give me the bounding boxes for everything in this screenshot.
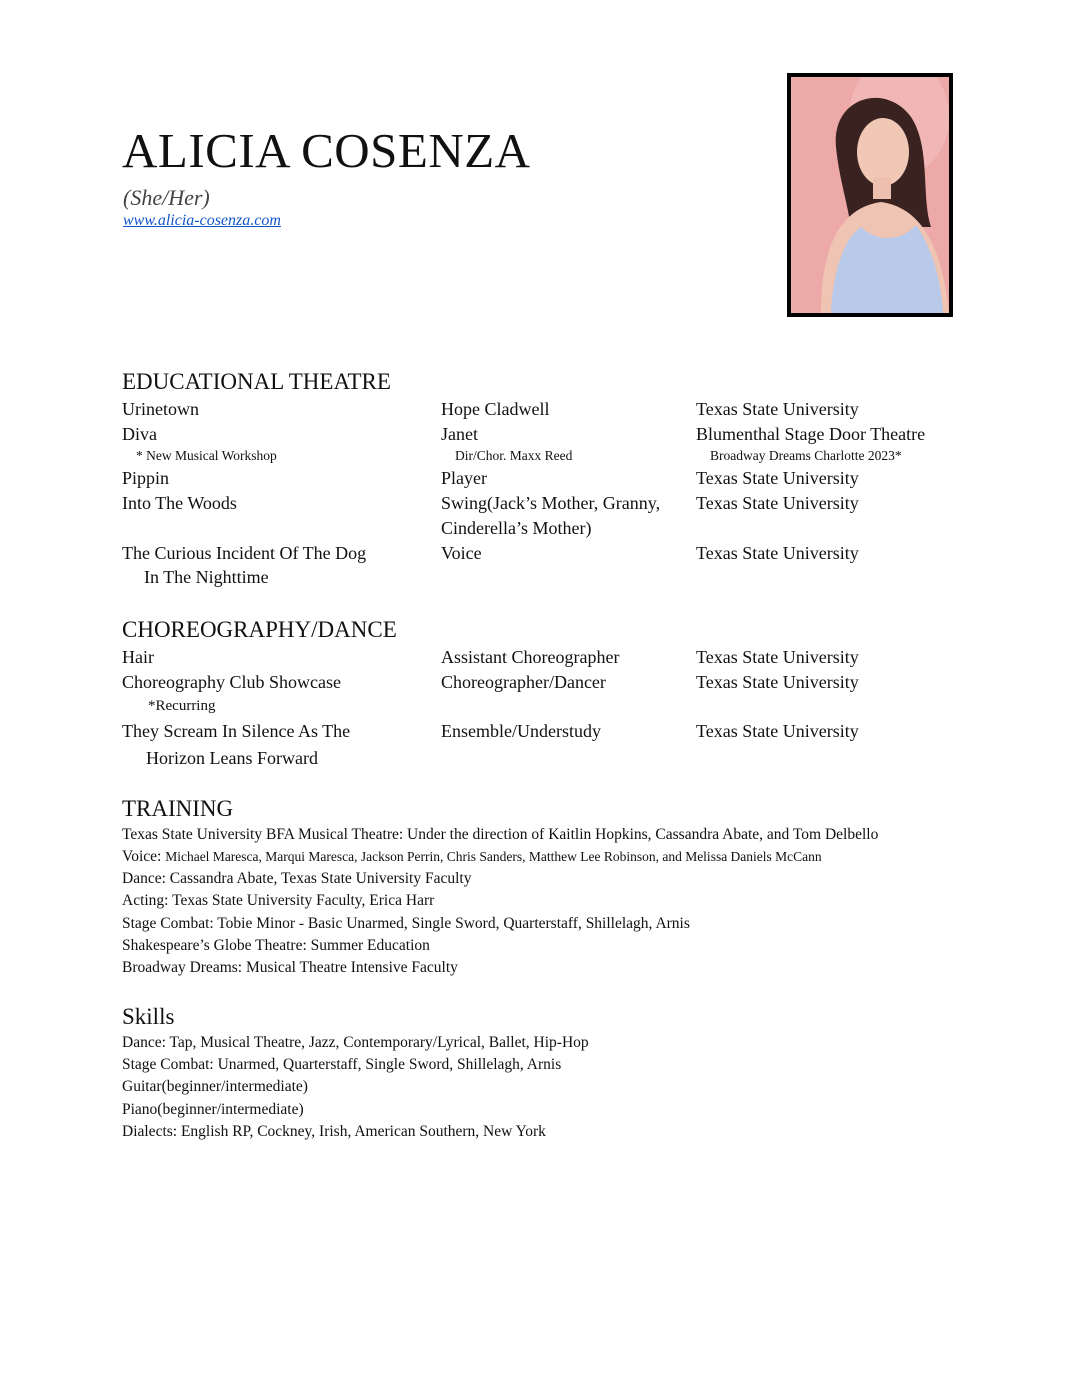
show-note: * New Musical Workshop xyxy=(136,448,277,463)
show-title-continued: Horizon Leans Forward xyxy=(146,748,318,768)
training-line: Stage Combat: Tobie Minor - Basic Unarmed, Single Sword, Quarterstaff, Shillelagh, Arnis xyxy=(122,915,690,932)
skills-line: Piano(beginner/intermediate) xyxy=(122,1101,304,1118)
role: Swing(Jack’s Mother, Granny, xyxy=(441,493,661,513)
headshot-portrait-icon xyxy=(791,77,949,313)
venue: Texas State University xyxy=(696,468,859,488)
skills-line: Stage Combat: Unarmed, Quarterstaff, Single Sword, Shillelagh, Arnis xyxy=(122,1056,562,1073)
skills-line: Dialects: English RP, Cockney, Irish, American Southern, New York xyxy=(122,1123,546,1140)
skills-line: Guitar(beginner/intermediate) xyxy=(122,1078,308,1095)
venue: Texas State University xyxy=(696,399,859,419)
show-title: Hair xyxy=(122,647,154,667)
show-title: Into The Woods xyxy=(122,493,237,513)
venue-note: Broadway Dreams Charlotte 2023* xyxy=(710,448,902,463)
website-link[interactable]: www.alicia-cosenza.com xyxy=(123,212,281,229)
role-continued: Cinderella’s Mother) xyxy=(441,518,592,538)
training-line: Dance: Cassandra Abate, Texas State University Faculty xyxy=(122,870,472,887)
role: Janet xyxy=(441,424,478,444)
training-heading: TRAINING xyxy=(122,796,234,821)
role: Assistant Choreographer xyxy=(441,647,620,667)
role: Ensemble/Understudy xyxy=(441,721,601,741)
voice-teachers: Michael Maresca, Marqui Maresca, Jackson Perrin, Chris Sanders, Matthew Lee Robinson, and Melissa Daniels McCann xyxy=(165,849,822,864)
venue: Texas State University xyxy=(696,647,859,667)
role-note: Dir/Chor. Maxx Reed xyxy=(455,448,573,463)
show-title: The Curious Incident Of The Dog xyxy=(122,543,367,563)
actor-name: ALICIA COSENZA xyxy=(122,123,531,178)
training-line: Broadway Dreams: Musical Theatre Intensive Faculty xyxy=(122,959,458,976)
show-title: Urinetown xyxy=(122,399,199,419)
show-title: Diva xyxy=(122,424,157,444)
pronouns: (She/Her) xyxy=(123,185,210,210)
venue: Texas State University xyxy=(696,672,859,692)
show-note: *Recurring xyxy=(148,698,216,714)
training-line: Shakespeare’s Globe Theatre: Summer Education xyxy=(122,937,430,954)
venue: Texas State University xyxy=(696,543,859,563)
skills-line: Dance: Tap, Musical Theatre, Jazz, Contemporary/Lyrical, Ballet, Hip-Hop xyxy=(122,1034,589,1051)
voice-label: Voice: xyxy=(122,848,166,865)
role: Player xyxy=(441,468,487,488)
role: Choreographer/Dancer xyxy=(441,672,606,692)
show-title: Choreography Club Showcase xyxy=(122,672,341,692)
choreography-heading: CHOREOGRAPHY/DANCE xyxy=(122,617,397,642)
role: Hope Cladwell xyxy=(441,399,550,419)
skills-heading: Skills xyxy=(122,1004,175,1029)
headshot-photo-icon xyxy=(787,73,953,317)
venue: Texas State University xyxy=(696,493,859,513)
show-title: Pippin xyxy=(122,468,170,488)
training-line: Texas State University BFA Musical Theatre: Under the direction of Kaitlin Hopkins, Cassandra Abate, and Tom Delbello xyxy=(122,826,879,843)
training-line-voice xyxy=(122,848,822,866)
venue: Blumenthal Stage Door Theatre xyxy=(696,424,926,444)
role: Voice xyxy=(441,543,482,563)
show-title: They Scream In Silence As The xyxy=(122,721,351,741)
venue: Texas State University xyxy=(696,721,859,741)
educational-theatre-heading: EDUCATIONAL THEATRE xyxy=(122,369,391,394)
show-title-continued: In The Nighttime xyxy=(144,567,269,587)
training-line: Acting: Texas State University Faculty, Erica Harr xyxy=(122,892,435,909)
